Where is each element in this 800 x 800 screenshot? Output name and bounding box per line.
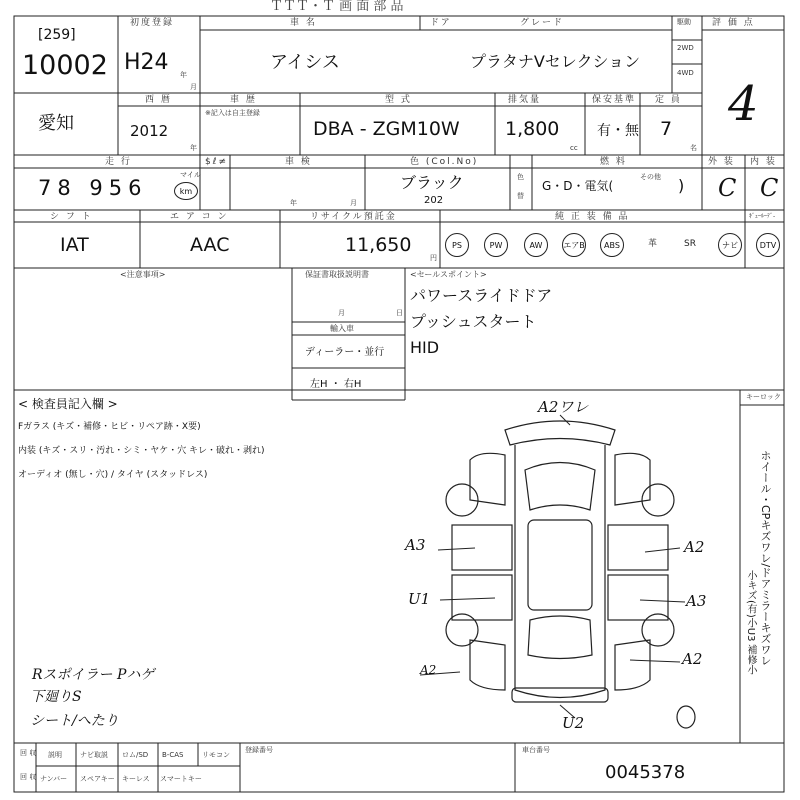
- color-change-2: 替: [517, 192, 524, 200]
- note-seat: シート/へたり: [30, 713, 119, 729]
- import-hand: 左H ・ 右H: [310, 379, 362, 390]
- disp-label: 排気量: [508, 95, 542, 105]
- inspection-label: < 検査員記入欄 >: [18, 397, 118, 411]
- mileage-km-circled: km: [174, 182, 198, 200]
- reg-year-unit: 年: [180, 71, 187, 79]
- mileage-label: 走 行: [105, 157, 132, 167]
- notes-label: <注意事項>: [120, 270, 166, 279]
- fuel-close: ): [678, 176, 685, 195]
- region: 愛知: [38, 113, 74, 134]
- equip-label: 純 正 装 備 品: [555, 212, 630, 222]
- car-name: アイシス: [270, 52, 340, 73]
- equip-sunroof: SR: [684, 239, 696, 249]
- drive-2wd: 2WD: [677, 44, 694, 52]
- lot-number: 10002: [22, 50, 108, 81]
- aircon: AAC: [190, 234, 230, 256]
- chassis-number: 0045378: [605, 762, 686, 783]
- displacement: 1,800: [505, 118, 560, 140]
- color: ブラック: [400, 173, 464, 192]
- fuel: G・D・電気(: [542, 179, 614, 193]
- year: 2012: [130, 122, 169, 140]
- capacity-label: 定 員: [655, 95, 682, 105]
- capacity-unit: 名: [690, 144, 697, 152]
- note-under: 下廻りS: [30, 689, 82, 705]
- reg-year: H24: [124, 50, 169, 75]
- ac-label: エ ア コ ン: [170, 212, 229, 222]
- score-label: 評 価 点: [712, 18, 755, 28]
- mark-u1: U1: [408, 590, 431, 608]
- year-unit: 年: [190, 144, 197, 152]
- mark-a3-right: A3: [686, 592, 707, 610]
- top-title: ＴＴＴ・Ｔ 画 面 部 品: [270, 0, 404, 14]
- ext-label: 外 装: [708, 157, 735, 167]
- lot-label: [259]: [38, 27, 76, 43]
- glass-line: Fガラス (キズ・補修・ヒビ・リペア跡・X要): [18, 422, 201, 432]
- mileage: 78 956: [38, 176, 148, 200]
- mileage-mile-label: マイル: [180, 171, 201, 179]
- history-label: 車 歴: [230, 95, 257, 105]
- sales-label: <セールスポイント>: [410, 270, 487, 279]
- int-grade: C: [760, 174, 779, 202]
- grade: プラタナVセレクション: [470, 52, 641, 71]
- chassis-label: 車台番号: [522, 746, 550, 754]
- footer-item-manual: 説明: [48, 751, 62, 759]
- car-diagram: [446, 421, 695, 728]
- capacity: 7: [660, 118, 673, 140]
- reg-label: 初度登録: [130, 18, 175, 28]
- ext-grade: C: [718, 174, 737, 202]
- score: 4: [728, 76, 759, 132]
- mark-a2-rear: A2: [682, 650, 703, 668]
- reg-month-unit: 月: [190, 83, 197, 91]
- mark-a3-left: A3: [405, 536, 426, 554]
- disp-unit: cc: [570, 144, 578, 152]
- equip-abs: ABS: [600, 233, 624, 257]
- model: DBA - ZGM10W: [313, 118, 460, 140]
- equip-pw: PW: [484, 233, 508, 257]
- car-name-label: 車 名: [290, 18, 317, 28]
- warranty-month: 月: [338, 309, 345, 317]
- key-lock-label: キーロック: [746, 393, 781, 401]
- mark-u2: U2: [562, 714, 585, 732]
- shift: IAT: [60, 234, 89, 256]
- collect-label-1: 回 収: [20, 749, 37, 757]
- grade-label: グレード: [520, 18, 565, 28]
- west-year-label: 西 暦: [145, 95, 172, 105]
- drive-4wd: 4WD: [677, 69, 694, 77]
- side-sub: 小キズ(有)小U3 補修小: [745, 570, 756, 675]
- warranty-label: 保証書取扱説明書: [305, 270, 369, 279]
- inspect-label: 保安基準: [592, 95, 637, 105]
- audio-line: オーディオ (無し・穴) / タイヤ (スタッドレス): [18, 470, 208, 480]
- footer-item-keyless: キーレス: [122, 775, 150, 783]
- shaken-label: 車 検: [285, 157, 312, 167]
- equip-ps: PS: [445, 233, 469, 257]
- interior-line: 内装 (キズ・スリ・汚れ・シミ・ヤケ・穴 キレ・破れ・剥れ): [18, 446, 265, 456]
- footer-item-spare-key: スペアキー: [80, 775, 115, 783]
- fuel-other: その他: [640, 173, 661, 181]
- footer-item-remote: リモコン: [202, 751, 230, 759]
- recycle-fee: 11,650: [345, 234, 412, 256]
- sales-point-2: プッシュスタート: [410, 312, 537, 331]
- footer-item-rom: ロム/SD: [122, 751, 149, 759]
- equip-leather: 革: [648, 239, 658, 249]
- import-label: 輸入車: [330, 324, 354, 333]
- sales-point-3: HID: [410, 338, 440, 357]
- int-label: 内 装: [750, 157, 777, 167]
- footer-item-bcas: B-CAS: [162, 751, 184, 759]
- safety: 有・無: [597, 123, 639, 139]
- drive-label: 駆動: [677, 18, 691, 26]
- equip-airbag: エアB: [562, 233, 586, 257]
- side-text: ホイール・CPキズワレ/ドアミラーキズワレ: [759, 450, 772, 667]
- mark-a2-front: A2ワレ: [538, 398, 589, 416]
- note-spoiler: Rスポイラー Pハゲ: [32, 667, 155, 683]
- shift-label: シ フ ト: [50, 212, 93, 222]
- footer-item-smartkey: スマートキー: [160, 775, 202, 783]
- shaken-month-unit: 月: [350, 199, 357, 207]
- door-label: ドア: [430, 18, 452, 28]
- footer-item-plate: ナンバー: [40, 775, 68, 783]
- mark-a2-left-rear: A2: [420, 663, 437, 677]
- reg-no-label: 登録番号: [245, 746, 273, 754]
- collect-label-2: 回 収: [20, 773, 37, 781]
- shaken-year-unit: 年: [290, 199, 297, 207]
- recycle-unit: 円: [430, 254, 437, 262]
- model-label: 型 式: [385, 95, 412, 105]
- equip-dtv: DTV: [756, 233, 780, 257]
- fuel-label: 燃 料: [600, 157, 627, 167]
- equip-aw: AW: [524, 233, 548, 257]
- equip-navi: ナビ: [718, 233, 742, 257]
- footer-item-navi-manual: ナビ取説: [80, 751, 108, 759]
- mark-a2-right: A2: [684, 538, 705, 556]
- color-code: 202: [424, 195, 444, 206]
- color-change-1: 色: [517, 173, 524, 181]
- sales-point-1: パワースライドドア: [410, 286, 553, 305]
- import-dealer: ディーラー・並行: [305, 347, 385, 358]
- meter-label: $ℓ≠: [205, 157, 228, 167]
- warranty-day: 日: [396, 309, 403, 317]
- history-note: ※記入は自主登録: [205, 109, 260, 117]
- recycle-label: リサイクル預託金: [310, 212, 397, 222]
- keyless-label: ｷﾞｭｰﾙｰﾃﾞ-: [749, 213, 776, 220]
- color-label: 色 (Col.No): [410, 157, 479, 167]
